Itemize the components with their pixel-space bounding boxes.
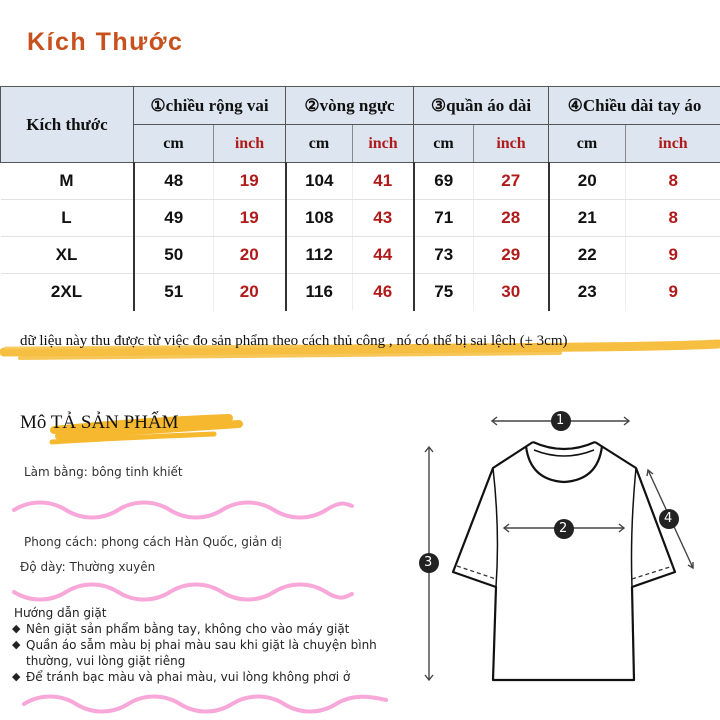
cell-cm: 21 bbox=[549, 200, 626, 237]
cell-cm: 75 bbox=[414, 274, 474, 311]
size-table bbox=[0, 86, 720, 311]
wave-divider-icon bbox=[10, 496, 360, 524]
cell-inch: 8 bbox=[626, 163, 720, 200]
marker-2-label: 2 bbox=[559, 521, 568, 536]
care-item-text: Nên giặt sản phẩm bằng tay, không cho vào máy giặt bbox=[26, 622, 350, 636]
description-heading bbox=[14, 408, 244, 450]
cell-inch: 44 bbox=[353, 237, 414, 274]
care-item-text: Để tránh bạc màu và phai màu, vui lòng không phơi ở bbox=[26, 670, 351, 684]
cell-cm: 48 bbox=[134, 163, 214, 200]
group-header-shoulder: ①chiều rộng vai bbox=[134, 87, 286, 125]
wave-divider-icon bbox=[10, 580, 360, 608]
unit-header-inch: inch bbox=[474, 125, 549, 163]
material-text: Làm bằng: bông tinh khiết bbox=[24, 465, 183, 479]
cell-inch: 9 bbox=[626, 274, 720, 311]
size-label: L bbox=[1, 200, 134, 237]
unit-header-inch: inch bbox=[214, 125, 286, 163]
cell-cm: 71 bbox=[414, 200, 474, 237]
unit-header-cm: cm bbox=[549, 125, 626, 163]
size-label: M bbox=[1, 163, 134, 200]
diamond-bullet-icon: ◆ bbox=[12, 638, 21, 651]
cell-cm: 116 bbox=[286, 274, 353, 311]
cell-cm: 51 bbox=[134, 274, 214, 311]
unit-header-inch: inch bbox=[626, 125, 720, 163]
cell-inch: 8 bbox=[626, 200, 720, 237]
cell-inch: 20 bbox=[214, 237, 286, 274]
size-label: XL bbox=[1, 237, 134, 274]
cell-inch: 28 bbox=[474, 200, 549, 237]
cell-inch: 29 bbox=[474, 237, 549, 274]
group-header-length: ③quần áo dài bbox=[414, 87, 549, 125]
cell-inch: 43 bbox=[353, 200, 414, 237]
unit-header-cm: cm bbox=[134, 125, 214, 163]
cell-cm: 73 bbox=[414, 237, 474, 274]
description-title: Mô TẢ SẢN PHẨM bbox=[20, 412, 179, 433]
measurement-note bbox=[0, 322, 720, 372]
wave-divider-icon bbox=[10, 690, 390, 718]
marker-4-label: 4 bbox=[664, 511, 673, 526]
cell-cm: 69 bbox=[414, 163, 474, 200]
cell-cm: 50 bbox=[134, 237, 214, 274]
tshirt-icon bbox=[400, 380, 720, 720]
table-row bbox=[1, 163, 720, 200]
unit-header-cm: cm bbox=[286, 125, 353, 163]
thickness-text: Độ dày: Thường xuyên bbox=[20, 560, 156, 574]
cell-cm: 49 bbox=[134, 200, 214, 237]
style-text: Phong cách: phong cách Hàn Quốc, giản dị bbox=[24, 535, 282, 549]
marker-3-label: 3 bbox=[424, 555, 433, 570]
cell-cm: 22 bbox=[549, 237, 626, 274]
page-title: Kích Thước bbox=[27, 28, 184, 56]
cell-cm: 23 bbox=[549, 274, 626, 311]
care-item-text: Quần áo sẫm màu bị phai màu sau khi giặt là chuyện bình thường, vui lòng giặt riêng bbox=[26, 638, 377, 668]
table-row bbox=[1, 274, 720, 311]
cell-cm: 108 bbox=[286, 200, 353, 237]
cell-inch: 41 bbox=[353, 163, 414, 200]
unit-header-cm: cm bbox=[414, 125, 474, 163]
care-item bbox=[14, 637, 384, 669]
table-row bbox=[1, 237, 720, 274]
cell-inch: 19 bbox=[214, 200, 286, 237]
cell-cm: 104 bbox=[286, 163, 353, 200]
cell-inch: 27 bbox=[474, 163, 549, 200]
cell-cm: 20 bbox=[549, 163, 626, 200]
size-label: 2XL bbox=[50, 282, 83, 302]
group-header-chest: ②vòng ngực bbox=[286, 87, 414, 125]
tshirt-diagram bbox=[400, 380, 720, 720]
unit-header-inch: inch bbox=[353, 125, 414, 163]
table-row bbox=[1, 200, 720, 237]
measure-markers bbox=[419, 411, 679, 573]
marker-1-label: 1 bbox=[556, 413, 565, 428]
cell-inch: 19 bbox=[214, 163, 286, 200]
care-item bbox=[14, 669, 384, 685]
diamond-bullet-icon: ◆ bbox=[12, 622, 21, 635]
diamond-bullet-icon: ◆ bbox=[12, 670, 21, 683]
size-column-header: Kích thước bbox=[1, 87, 134, 163]
cell-inch: 20 bbox=[214, 274, 286, 311]
care-title: Hướng dẫn giặt bbox=[14, 606, 107, 620]
cell-inch: 30 bbox=[474, 274, 549, 311]
cell-cm: 112 bbox=[286, 237, 353, 274]
care-instructions bbox=[14, 605, 384, 685]
care-item bbox=[14, 621, 384, 637]
group-header-sleeve: ④Chiều dài tay áo bbox=[549, 87, 720, 125]
cell-inch: 46 bbox=[353, 274, 414, 311]
cell-inch: 9 bbox=[626, 237, 720, 274]
note-text: dữ liệu này thu được từ việc đo sản phẩm theo cách thủ công , nó có thể bị sai lệch (± 3cm) bbox=[20, 333, 568, 349]
